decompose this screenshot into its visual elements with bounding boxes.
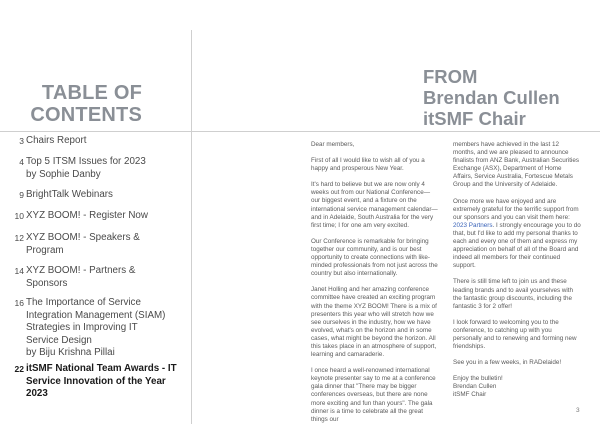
from-heading-line1: FROM [423, 66, 478, 87]
from-heading-line2: Brendan Cullen [423, 87, 560, 108]
letter-paragraph-partners [453, 198, 581, 271]
toc-title-line: Service Innovation of the Year [26, 375, 166, 387]
signature-role: itSMF Chair [453, 391, 487, 399]
toc-title-line: The Importance of Service [26, 297, 141, 308]
toc-title-line: Strategies in Improving IT [26, 322, 138, 333]
header-divider [0, 131, 600, 132]
toc-entry-title [26, 156, 178, 181]
toc-title-line: BrightTalk Webinars [26, 189, 113, 200]
toc-title-line: XYZ BOOM! - Partners & [26, 265, 136, 276]
letter-paragraph: It's hard to believe but we are now only 4 weeks out from our National Conference—our biggest event, and a fixture on the international service management calendar—and in Adelaide, South Australia for the very first time; I for one am very excited. [311, 181, 438, 229]
toc-title-line: itSMF National Team Awards - IT [26, 363, 177, 374]
toc-entry-title [26, 297, 178, 360]
letter-signature [453, 375, 581, 399]
toc-title-line: by Biju Krishna Pillai [26, 347, 115, 358]
column-divider [191, 30, 192, 424]
toc-title-line: 2023 [26, 388, 48, 399]
from-heading-line3: itSMF Chair [423, 108, 526, 129]
letter-column-left [311, 141, 439, 424]
letter-text: Once more we have enjoyed and are extremely grateful for the terrific support from our sponsors and you can visit them here: [453, 197, 579, 221]
letter-paragraph: Dear members, [311, 141, 355, 148]
toc-title-line: Service Design [26, 334, 92, 346]
toc-page-number: 22 [14, 364, 24, 374]
toc-title-line: Sponsors [26, 277, 68, 289]
letter-paragraph: First of all I would like to wish all of you a happy and prosperous New Year. [311, 157, 425, 173]
toc-page-number: 16 [14, 298, 24, 308]
toc-page-number: 12 [14, 233, 24, 243]
toc-title-line: Integration Management (SIAM) [26, 309, 166, 321]
toc-page-number: 3 [19, 136, 24, 146]
toc-entry-title [26, 189, 178, 202]
toc-entry-title [26, 232, 178, 257]
letter-paragraph: Janet Holling and her amazing conference committee have created an exciting program with the theme XYZ BOOM! There is a mix of presenters this year who will stretch how we see ourselves in the industry, how we have evolved, what's on the horizon and in some cases, what might be beyond the horizon. All this takes place in an atmosphere of support, learning and camaraderie. [311, 286, 437, 359]
letter-paragraph: I look forward to welcoming you to the conference, to catching up with you personally and to renewing and forming new friendships. [453, 318, 577, 351]
toc-title-line: by Sophie Danby [26, 168, 101, 180]
letter-paragraph: members have achieved in the last 12 months, and we are pleased to announce finalists from ANZ Bank, Australian Securities Exchange (ASX), Department of Home Affairs, Service Australia, Fortescue Metals Group and the University of Adelaide. [453, 141, 579, 189]
toc-page-number: 4 [19, 157, 24, 167]
toc-page-number: 9 [19, 190, 24, 200]
toc-title-line: Program [26, 244, 64, 256]
toc-title-line: Top 5 ITSM Issues for 2023 [26, 156, 146, 167]
toc-title-line: Chairs Report [26, 135, 87, 146]
letter-paragraph: See you in a few weeks, in RADelaide! [453, 359, 562, 367]
toc-entry-title [26, 135, 178, 148]
page-number: 3 [576, 407, 580, 414]
from-heading [423, 66, 593, 129]
toc-entry-title [26, 210, 178, 223]
toc-heading-line1: TABLE OF [41, 82, 142, 104]
toc-heading [0, 82, 191, 126]
toc-entry-title [26, 265, 178, 290]
toc-heading-line2: CONTENTS [30, 104, 142, 126]
signature-line: Enjoy the bulletin! [453, 375, 503, 383]
letter-column-right [453, 141, 581, 400]
toc-title-line: XYZ BOOM! - Speakers & [26, 232, 140, 243]
letter-text: . I strongly encourage you to do that, but I'd like to add my personal thanks to each and every one of them and express my appreciation on behalf of all of the Board and indeed all members for their continued support. [453, 221, 581, 270]
letter-paragraph: Our Conference is remarkable for bringing together our community, and is our best opportunity to create connections with like-minded professionals from not just across the country but also internationally. [311, 237, 438, 278]
toc-entry-title [26, 363, 178, 401]
letter-paragraph: There is still time left to join us and these leading brands and to avail yourselves with the fantastic group discounts, including the fantastic 3 for 2 offer! [453, 278, 574, 310]
letter-paragraph: I once heard a well-renowned international keynote presenter say to me at a conference gala dinner that "There may be bigger conferences overseas, but there are none more exciting and fun than yours". The gala dinner is a time to celebrate all the great things our [311, 367, 436, 423]
toc-title-line: XYZ BOOM! - Register Now [26, 210, 148, 221]
toc-page-number: 14 [14, 266, 24, 276]
signature-name: Brendan Cullen [453, 383, 497, 391]
partners-link[interactable]: 2023 Partners [453, 221, 493, 229]
toc-page-number: 10 [14, 211, 24, 221]
